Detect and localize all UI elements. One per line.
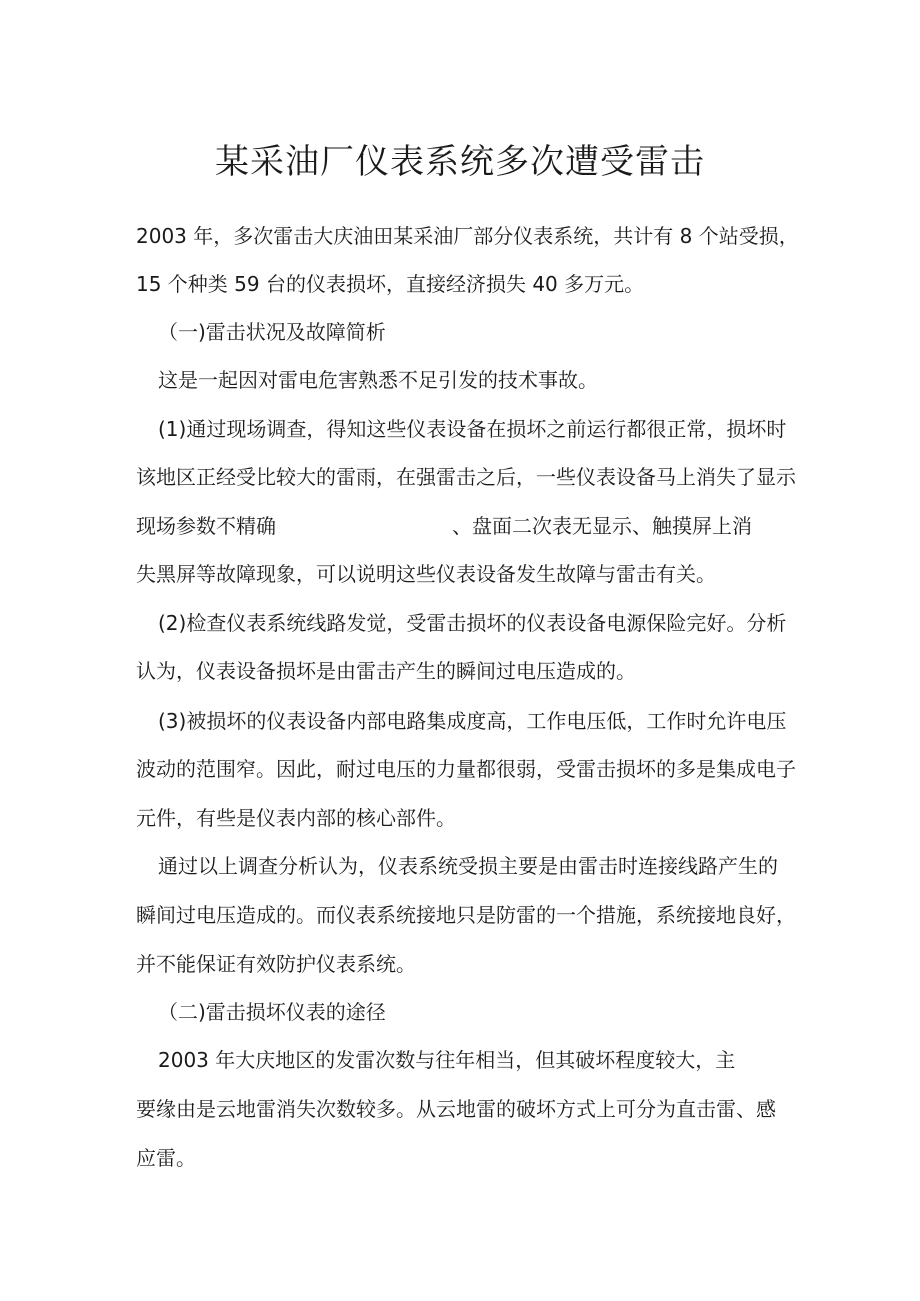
document-title: 某采油厂仪表系统多次遭受雷击 <box>215 142 705 182</box>
paragraph-line-10: (3)被损坏的仪表设备内部电路集成度高，工作电压低，工作时允许电压 <box>158 709 787 733</box>
paragraph-line-2: 15 个种类 59 台的仪表损坏，直接经济损失 40 多万元。 <box>136 272 645 296</box>
section-heading-1: （一)雷击状况及故障简析 <box>158 320 386 344</box>
paragraph-line-12: 元件，有些是仪表内部的核心部件。 <box>136 806 456 830</box>
paragraph-line-14: 瞬间过电压造成的。而仪表系统接地只是防雷的一个措施，系统接地良好， <box>136 903 796 927</box>
paragraph-line-9: 认为，仪表设备损坏是由雷击产生的瞬间过电压造成的。 <box>136 659 636 683</box>
paragraph-line-16: 2003 年大庆地区的发雷次数与往年相当，但其破坏程度较大，主 <box>158 1048 736 1072</box>
paragraph-line-11: 波动的范围窄。因此，耐过电压的力量都很弱，受雷击损坏的多是集成电子 <box>136 757 796 781</box>
paragraph-line-15: 并不能保证有效防护仪表系统。 <box>136 952 416 976</box>
paragraph-line-5: 该地区正经受比较大的雷雨，在强雷击之后，一些仪表设备马上消失了显示 <box>136 465 796 489</box>
paragraph-line-18: 应雷。 <box>136 1146 196 1170</box>
paragraph-line-4: (1)通过现场调查，得知这些仪表设备在损坏之前运行都很正常，损坏时 <box>158 417 787 441</box>
paragraph-line-6-right: 、盘面二次表无显示、触摸屏上消 <box>452 514 752 538</box>
paragraph-line-13: 通过以上调查分析认为，仪表系统受损主要是由雷击时连接线路产生的 <box>158 854 778 878</box>
paragraph-line-8: (2)检查仪表系统线路发觉，受雷击损坏的仪表设备电源保险完好。分析 <box>158 611 787 635</box>
section-heading-2: （二)雷击损坏仪表的途径 <box>158 1000 386 1024</box>
paragraph-line-6-left: 现场参数不精确 <box>136 514 276 538</box>
paragraph-line-3: 这是一起因对雷电危害熟悉不足引发的技术事故。 <box>158 368 598 392</box>
paragraph-line-1: 2003 年，多次雷击大庆油田某采油厂部分仪表系统，共计有 8 个站受损， <box>136 224 799 248</box>
paragraph-line-17: 要缘由是云地雷消失次数较多。从云地雷的破坏方式上可分为直击雷、感 <box>136 1097 776 1121</box>
paragraph-line-7: 失黑屏等故障现象，可以说明这些仪表设备发生故障与雷击有关。 <box>136 562 716 586</box>
